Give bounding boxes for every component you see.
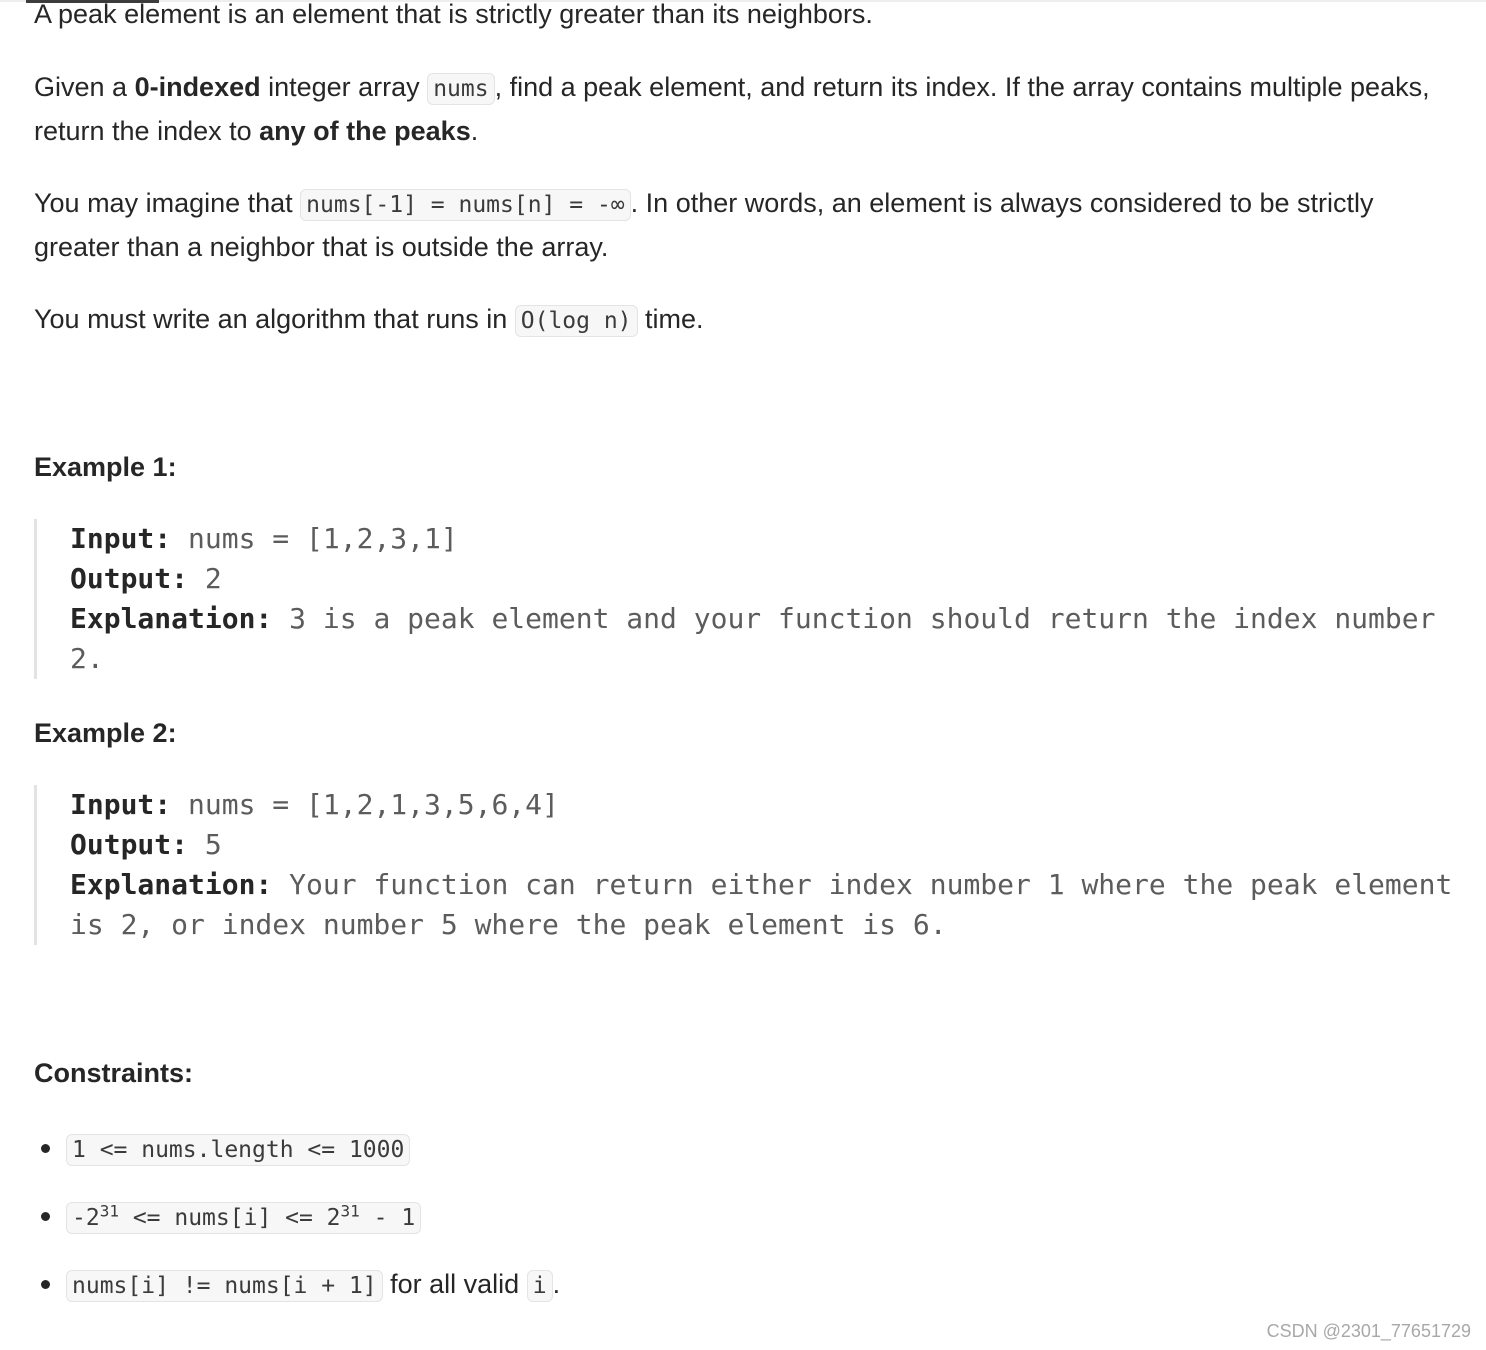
description-paragraph (34, 66, 1454, 152)
complexity-paragraph (34, 298, 1454, 342)
para4-text-1: You must write an algorithm that runs in (34, 304, 515, 334)
complexity-code: O(log n) (515, 305, 638, 337)
constraint-item (34, 1196, 1454, 1238)
constraint-item (34, 1128, 1454, 1170)
intro-paragraph (34, 0, 1454, 35)
example-2-title: Example 2: (34, 718, 177, 748)
para2-text-2: integer array (260, 72, 428, 102)
para2-text-1: Given a (34, 72, 135, 102)
bullet-icon (41, 1280, 50, 1289)
boundary-paragraph (34, 182, 1454, 268)
constraint-2-part-b: <= nums[i] <= 2 (118, 1205, 341, 1231)
example-2-explanation-label: Explanation: (70, 868, 273, 901)
example-1-input-label: Input: (70, 522, 172, 555)
constraint-3-code: nums[i] != nums[i + 1] (66, 1270, 383, 1302)
example-2-input-value: nums = [1,2,1,3,5,6,4] (171, 788, 559, 821)
watermark: CSDN @2301_77651729 (1266, 1321, 1471, 1341)
zero-indexed-bold: 0-indexed (134, 72, 261, 102)
any-of-peaks-bold: any of the peaks (259, 116, 471, 146)
example-2-input-label: Input: (70, 788, 172, 821)
example-1-title: Example 1: (34, 452, 177, 482)
example-2-output-label: Output: (70, 828, 189, 861)
example-1-input-value: nums = [1,2,3,1] (171, 522, 458, 555)
constraint-item (34, 1264, 1454, 1306)
example-1-output-label: Output: (70, 562, 189, 595)
bullet-icon (41, 1212, 50, 1221)
boundary-code: nums[-1] = nums[n] = -∞ (300, 189, 631, 221)
para2-text-4: . (470, 116, 479, 146)
constraint-2-part-c: - 1 (359, 1205, 416, 1231)
example-1-explanation-label: Explanation: (70, 602, 273, 635)
example-2-output-value: 5 (188, 828, 222, 861)
example-2-explanation-value: Your function can return either index number 1 where the peak element is 2, or index number 5 where the peak element is 6. (70, 868, 1470, 941)
constraint-1-code: 1 <= nums.length <= 1000 (66, 1134, 410, 1166)
bullet-icon (41, 1144, 50, 1153)
para4-text-2: time. (637, 304, 704, 334)
constraint-3-text-2: . (552, 1269, 561, 1299)
constraints-list (34, 1128, 1454, 1306)
constraint-2-exponent-1: 31 (99, 1201, 119, 1221)
para3-text-2: . In other words, an element is always considered to be strictly greater than a neighbor that is outside the array. (34, 188, 1374, 262)
constraint-3-code-i: i (527, 1270, 553, 1302)
constraint-2-code (66, 1202, 421, 1234)
example-1-block (34, 519, 1454, 679)
para2-text-3: , find a peak element, and return its index. If the array contains multiple peaks, return the index to (34, 72, 1430, 146)
example-1-output-value: 2 (188, 562, 222, 595)
constraint-2-exponent-2: 31 (340, 1201, 360, 1221)
nums-code: nums (427, 73, 494, 105)
para3-text-1: You may imagine that (34, 188, 301, 218)
example-2-block (34, 785, 1470, 945)
constraint-3-text-1: for all valid (382, 1269, 527, 1299)
constraint-2-part-a: -2 (72, 1205, 100, 1231)
example-1-explanation-value: 3 is a peak element and your function should return the index number 2. (70, 602, 1453, 675)
intro-text: A peak element is an element that is strictly greater than its neighbors. (34, 0, 873, 29)
constraints-title: Constraints: (34, 1058, 194, 1088)
